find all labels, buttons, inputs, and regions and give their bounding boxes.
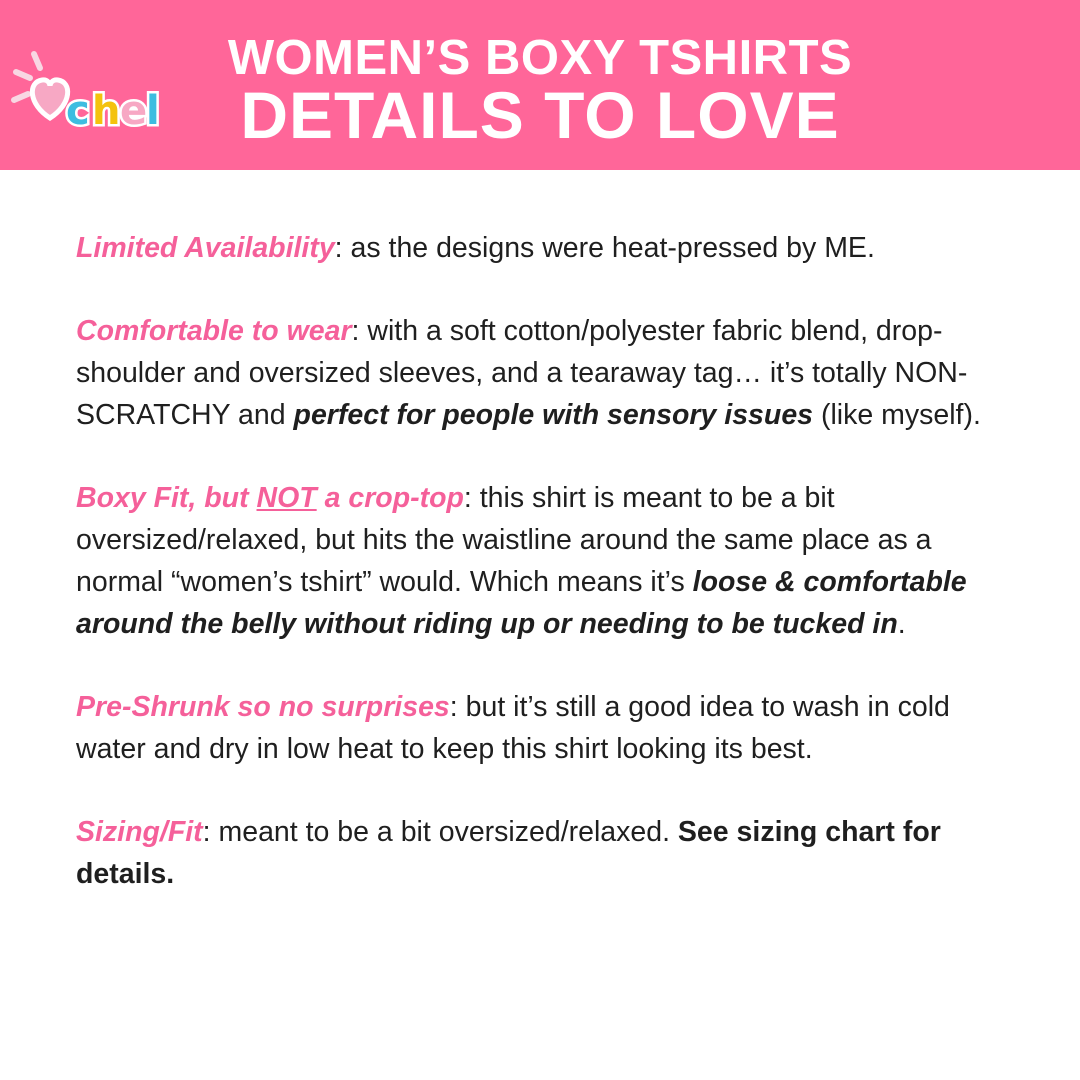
feature-tail: (like myself). [813,399,981,431]
feature-comfortable [76,310,1026,436]
svg-text:e: e [120,88,148,134]
header-banner [0,0,1080,170]
sizing-chart-note: See sizing chart for details. [76,816,941,890]
feature-text: : this shirt is meant to be a bit oversized/relaxed, but hits the waistline around the same place as a normal “women’s tshirt” would. Which means it’s [76,482,932,598]
title-line-1: WOMEN’S BOXY TSHIRTS [227,31,853,85]
feature-text: : but it’s still a good idea to wash in cold water and dry in low heat to keep this shirt looking its best. [76,691,950,765]
feature-label: Comfortable to wear [76,315,352,347]
svg-text:c: c [66,88,90,134]
feature-text: : with a soft cotton/polyester fabric blend, drop-shoulder and oversized sleeves, and a tearaway tag… it’s totally NON-SCRATCHY and [76,315,968,431]
feature-pre-shrunk [76,686,1026,770]
feature-sizing-fit [76,811,1026,895]
feature-text: : as the designs were heat-pressed by ME. [334,232,875,264]
feature-emphasis: loose & comfortable around the belly without riding up or needing to be tucked in [76,566,967,640]
feature-text: : meant to be a bit oversized/relaxed. [202,816,678,848]
svg-text:l: l [146,88,160,134]
feature-label: Limited Availability [76,232,335,264]
feature-limited-availability [76,227,1026,269]
feature-label-part2: a crop-top [316,482,464,514]
feature-emphasis: perfect for people with sensory issues [293,399,814,431]
feature-label-underlined: NOT [256,482,317,514]
feature-tail: . [897,608,906,640]
feature-label-part1: Boxy Fit, but [76,482,257,514]
feature-boxy-fit [76,477,1026,645]
feature-label: Pre-Shrunk so no surprises [76,691,450,723]
svg-text:h: h [92,88,121,134]
feature-list [76,227,1026,936]
feature-label: Sizing/Fit [76,816,203,848]
chel-logo [10,48,195,140]
title-line-2: DETAILS TO LOVE [240,78,840,152]
